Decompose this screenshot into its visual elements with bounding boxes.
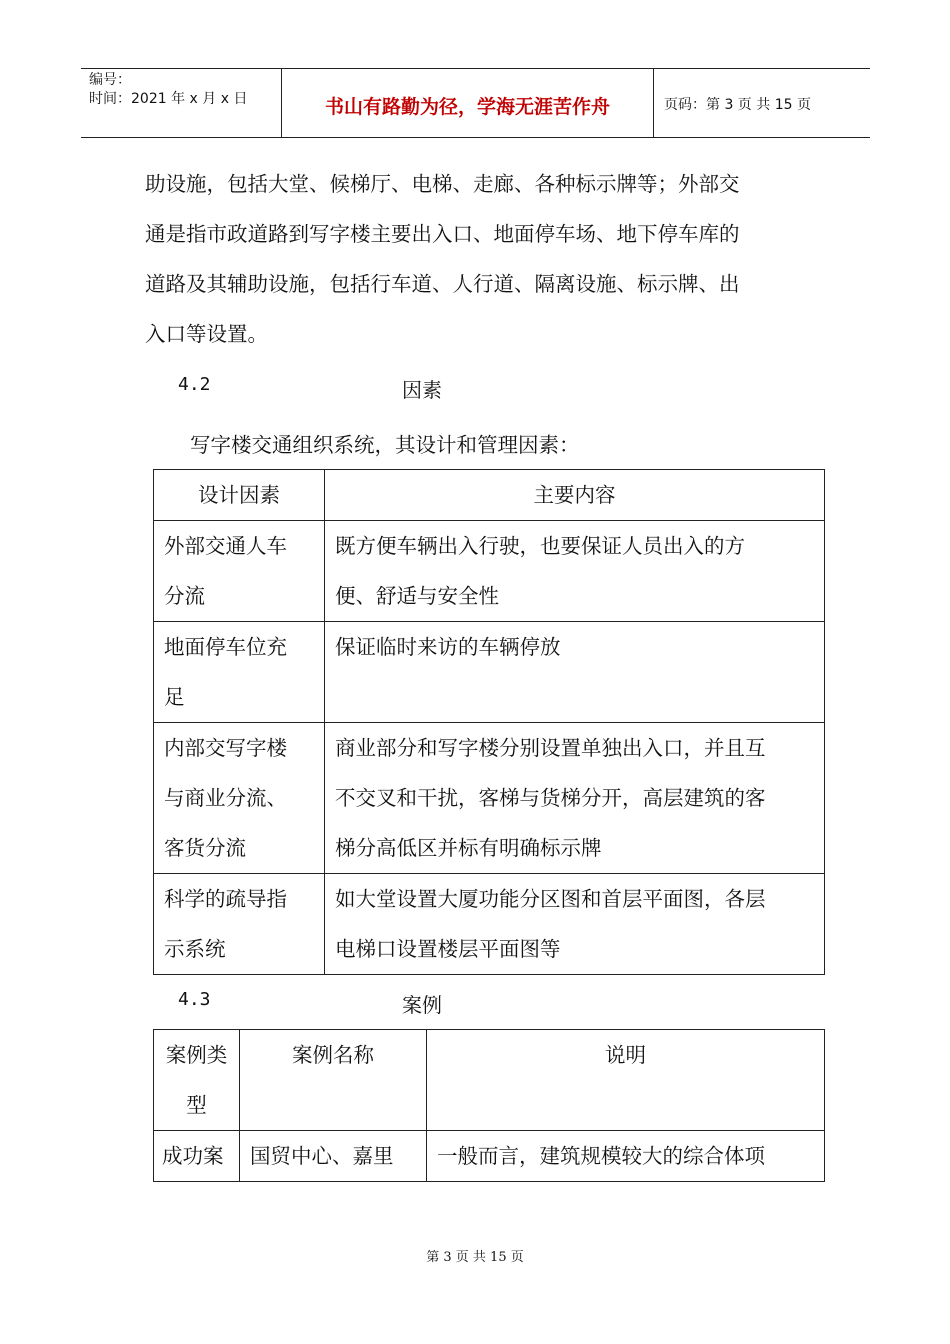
factors-table bbox=[153, 469, 825, 975]
intro-line: 通是指市政道路到写字楼主要出入口、地面停车场、地下停车库的 bbox=[145, 222, 740, 246]
table-header-cell: 主要内容 bbox=[325, 470, 825, 521]
page-header bbox=[81, 68, 870, 138]
header-motto: 书山有路勤为径，学海无涯苦作舟 bbox=[282, 69, 654, 137]
table-cell-factor: 地面停车位充 足 bbox=[154, 622, 325, 723]
table-header-row bbox=[154, 1030, 825, 1131]
table-header-row bbox=[154, 470, 825, 521]
table-cell-content: 保证临时来访的车辆停放 bbox=[325, 622, 825, 723]
intro-line: 助设施，包括大堂、候梯厅、电梯、走廊、各种标示牌等；外部交 bbox=[145, 172, 740, 196]
table-cell-name: 国贸中心、嘉里 bbox=[240, 1131, 427, 1182]
table-header-cell: 案例类 型 bbox=[154, 1030, 240, 1131]
table-cell-desc: 一般而言，建筑规模较大的综合体项 bbox=[427, 1131, 825, 1182]
table-header-cell: 设计因素 bbox=[154, 470, 325, 521]
table-cell-type: 成功案 bbox=[154, 1131, 240, 1182]
section-4-3-title: 案例 bbox=[402, 993, 442, 1017]
table-row bbox=[154, 1131, 825, 1182]
header-time: 时间：2021 年 x 月 x 日 bbox=[89, 91, 248, 107]
intro-line: 道路及其辅助设施，包括行车道、人行道、隔离设施、标示牌、出 bbox=[145, 272, 740, 296]
section-4-3-number: 4.3 bbox=[178, 989, 211, 1010]
table-header-cell: 说明 bbox=[427, 1030, 825, 1131]
cases-table bbox=[153, 1029, 825, 1182]
intro-paragraph bbox=[145, 159, 825, 359]
header-page-number: 页码：第 3 页 共 15 页 bbox=[664, 97, 811, 113]
table-cell-content: 既方便车辆出入行驶，也要保证人员出入的方 便、舒适与安全性 bbox=[325, 521, 825, 622]
intro-line: 入口等设置。 bbox=[145, 322, 268, 346]
section-4-2-number: 4.2 bbox=[178, 374, 211, 395]
table-row bbox=[154, 723, 825, 874]
section-4-2-intro: 写字楼交通组织系统，其设计和管理因素： bbox=[190, 433, 580, 457]
table-row bbox=[154, 874, 825, 975]
table-row bbox=[154, 521, 825, 622]
table-row bbox=[154, 622, 825, 723]
table-cell-factor: 科学的疏导指 示系统 bbox=[154, 874, 325, 975]
header-meta bbox=[81, 69, 282, 137]
table-header-cell: 案例名称 bbox=[240, 1030, 427, 1131]
table-cell-content: 如大堂设置大厦功能分区图和首层平面图，各层 电梯口设置楼层平面图等 bbox=[325, 874, 825, 975]
header-number: 编号： bbox=[89, 72, 131, 88]
table-cell-factor: 内部交写字楼 与商业分流、 客货分流 bbox=[154, 723, 325, 874]
table-cell-factor: 外部交通人车 分流 bbox=[154, 521, 325, 622]
page-footer: 第 3 页 共 15 页 bbox=[426, 1250, 524, 1265]
table-cell-content: 商业部分和写字楼分别设置单独出入口，并且互 不交叉和干扰，客梯与货梯分开，高层建筑的客 梯分高低区并标有明确标示牌 bbox=[325, 723, 825, 874]
section-4-2-title: 因素 bbox=[402, 378, 442, 402]
